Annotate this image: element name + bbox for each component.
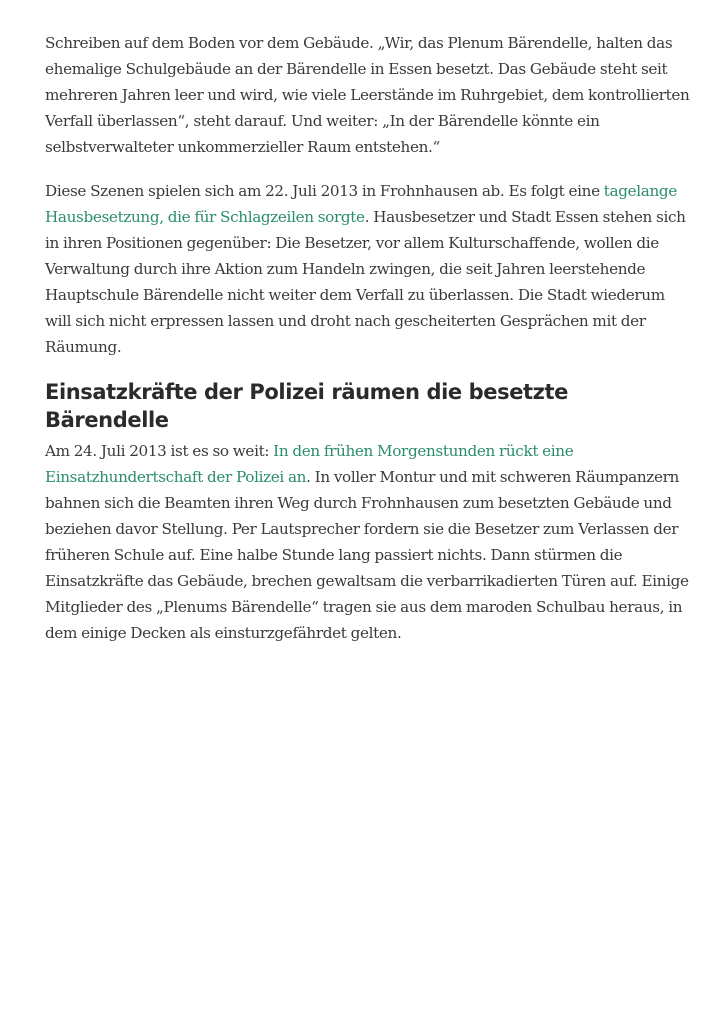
link-hausbesetzung[interactable]: tagelange Hausbesetzung, die für Schlagzeilen sorgte (45, 182, 677, 226)
article-body (45, 30, 690, 646)
paragraph-intro-quote (45, 30, 690, 160)
paragraph-occupation (45, 178, 690, 360)
paragraph-text: Diese Szenen spielen sich am 22. Juli 2013 in Frohnhausen ab. Es folgt eine (45, 182, 604, 200)
paragraph-eviction (45, 438, 690, 646)
paragraph-text: Schreiben auf dem Boden vor dem Gebäude. „Wir, das Plenum Bärendelle, halten das ehemalige Schulgebäude an der Bärendelle in Essen besetzt. Das Gebäude steht seit mehreren Jahren leer und wird, wie viele Leerstände im Ruhrgebiet, dem kontrollierten Verfall überlassen“, steht darauf. Und weiter: „In der Bärendelle könnte ein selbstverwalteter unkommerzieller Raum entstehen.“ (45, 34, 690, 156)
paragraph-text: . Hausbesetzer und Stadt Essen stehen sich in ihren Positionen gegenüber: Die Besetzer, vor allem Kulturschaffende, wollen die Verwaltung durch ihre Aktion zum Handeln zwingen, die seit Jahren leerstehende Hauptschule Bärendelle nicht weiter dem Verfall zu überlassen. Die Stadt wiederum will sich nicht erpressen lassen und droht nach gescheiterten Gesprächen mit der Räumung. (45, 208, 686, 356)
section-heading: Einsatzkräfte der Polizei räumen die besetzte Bärendelle (45, 380, 568, 432)
paragraph-text: Am 24. Juli 2013 ist es so weit: (45, 442, 274, 460)
paragraph-text: . In voller Montur und mit schweren Räumpanzern bahnen sich die Beamten ihren Weg durch Frohnhausen zum besetzten Gebäude und beziehen davor Stellung. Per Lautsprecher fordern sie die Besetzer zum Verlassen der früheren Schule auf. Eine halbe Stunde lang passiert nichts. Dann stürmen die Einsatzkräfte das Gebäude, brechen gewaltsam die verbarrikadierten Türen auf. Einige Mitglieder des „Plenums Bärendelle“ tragen sie aus dem maroden Schulbau heraus, in dem einige Decken als einsturzgefährdet gelten. (45, 468, 689, 642)
link-einsatzhundertschaft[interactable]: In den frühen Morgenstunden rückt eine Einsatzhundertschaft der Polizei an (45, 442, 574, 486)
